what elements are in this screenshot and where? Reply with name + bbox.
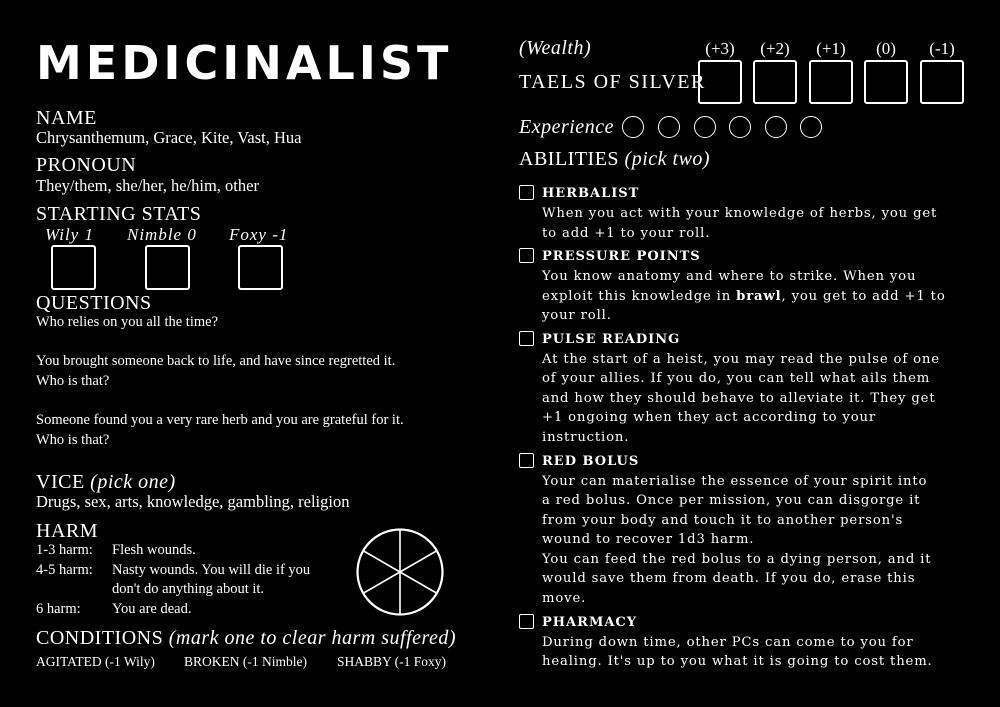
conditions-hint: (mark one to clear harm suffered) xyxy=(168,627,457,649)
harm-text: don't do anything about it. xyxy=(112,581,265,597)
harm-range: 6 harm: xyxy=(36,601,81,617)
ability-text: exploit this knowledge in xyxy=(542,289,732,304)
name-value: Chrysanthemum, Grace, Kite, Vast, Hua xyxy=(36,128,302,147)
harm-label: HARM xyxy=(36,520,99,542)
abilities-heading xyxy=(519,149,710,169)
wealth-label: (Wealth) xyxy=(519,37,592,59)
conditions-label: CONDITIONS xyxy=(36,627,164,649)
harm-clock-divider xyxy=(363,572,400,593)
harm-range: 4-5 harm: xyxy=(36,562,93,578)
question-line: Who is that? xyxy=(36,373,110,389)
ability-checkbox-red-bolus[interactable] xyxy=(519,453,534,468)
ability-text: to add +1 to your roll. xyxy=(542,226,711,241)
condition-broken[interactable]: BROKEN (-1 Nimble) xyxy=(184,654,307,669)
experience-circle[interactable] xyxy=(800,116,822,138)
ability-checkbox-pulse-reading[interactable] xyxy=(519,331,534,346)
experience-circle[interactable] xyxy=(729,116,751,138)
question-line: Someone found you a very rare herb and you are grateful for it. xyxy=(36,412,404,428)
wealth-box[interactable] xyxy=(920,60,964,104)
harm-clock-divider xyxy=(400,572,437,593)
abilities-label: ABILITIES xyxy=(519,148,620,170)
abilities-hint: (pick two) xyxy=(624,148,711,170)
wealth-modifier: (+2) xyxy=(760,39,790,58)
ability-checkbox-pressure-points[interactable] xyxy=(519,248,534,263)
ability-text: instruction. xyxy=(542,430,630,445)
ability-text: of your allies. If you do, you can tell what ails them xyxy=(542,371,931,386)
ability-text: You can feed the red bolus to a dying person, and it xyxy=(542,552,932,567)
experience-circle[interactable] xyxy=(765,116,787,138)
pronoun-label: PRONOUN xyxy=(36,154,137,176)
ability-text: At the start of a heist, you may read the pulse of one xyxy=(542,352,940,367)
ability-text: would save them from death. If you do, erase this xyxy=(542,571,916,586)
ability-text: During down time, other PCs can come to you for xyxy=(542,635,914,650)
questions-label: QUESTIONS xyxy=(36,292,152,314)
ability-checkbox-pharmacy[interactable] xyxy=(519,614,534,629)
wealth-modifier: (0) xyxy=(876,39,896,58)
ability-checkbox-herbalist[interactable] xyxy=(519,185,534,200)
vice-label: VICE xyxy=(36,471,85,493)
taels-label: TAELS OF SILVER xyxy=(519,71,706,93)
ability-text: move. xyxy=(542,591,587,606)
harm-text: Flesh wounds. xyxy=(112,542,196,558)
starting-stats-label: STARTING STATS xyxy=(36,203,202,225)
wealth-box[interactable] xyxy=(698,60,742,104)
ability-text: and how they should behave to alleviate it. They get xyxy=(542,391,936,406)
ability-name-red-bolus: RED BOLUS xyxy=(542,454,640,469)
wealth-box[interactable] xyxy=(809,60,853,104)
harm-clock[interactable] xyxy=(355,527,445,617)
ability-text: a red bolus. Once per mission, you can disgorge it xyxy=(542,493,921,508)
ability-text: When you act with your knowledge of herbs, you get xyxy=(542,206,938,221)
question-line: You brought someone back to life, and have since regretted it. xyxy=(36,353,396,369)
stat-box-nimble[interactable] xyxy=(145,245,190,290)
conditions-heading xyxy=(36,628,456,648)
wealth-box[interactable] xyxy=(753,60,797,104)
vice-heading xyxy=(36,472,176,492)
ability-keyword-brawl: brawl xyxy=(736,289,782,304)
wealth-modifier: (-1) xyxy=(929,39,955,58)
ability-text: , you get to add +1 to xyxy=(781,289,946,304)
stat-label-foxy: Foxy -1 xyxy=(229,225,289,244)
ability-text: from your body and touch it to another person's xyxy=(542,513,904,528)
ability-text: +1 ongoing when they act according to your xyxy=(542,410,877,425)
question-line: Who relies on you all the time? xyxy=(36,314,219,330)
ability-name-pulse-reading: PULSE READING xyxy=(542,332,681,347)
vice-value: Drugs, sex, arts, knowledge, gambling, religion xyxy=(36,492,350,511)
wealth-box[interactable] xyxy=(864,60,908,104)
stat-box-foxy[interactable] xyxy=(238,245,283,290)
experience-circle[interactable] xyxy=(694,116,716,138)
condition-agitated[interactable]: AGITATED (-1 Wily) xyxy=(36,654,155,669)
ability-text: wound to recover 1d3 harm. xyxy=(542,532,755,547)
ability-text: You know anatomy and where to strike. When you xyxy=(542,269,917,284)
ability-name-herbalist: HERBALIST xyxy=(542,186,640,201)
question-line: Who is that? xyxy=(36,432,110,448)
wealth-modifier: (+1) xyxy=(816,39,846,58)
harm-clock-divider xyxy=(400,551,437,572)
harm-text: You are dead. xyxy=(112,601,192,617)
harm-text: Nasty wounds. You will die if you xyxy=(112,562,311,578)
vice-hint: (pick one) xyxy=(90,471,176,493)
experience-label: Experience xyxy=(519,116,614,138)
stat-label-wily: Wily 1 xyxy=(45,225,94,244)
name-label: NAME xyxy=(36,107,97,129)
pronoun-value: They/them, she/her, he/him, other xyxy=(36,176,259,195)
harm-range: 1-3 harm: xyxy=(36,542,93,558)
stat-label-nimble: Nimble 0 xyxy=(127,225,197,244)
ability-text: Your can materialise the essence of your spirit into xyxy=(542,474,928,489)
experience-circle[interactable] xyxy=(622,116,644,138)
stat-box-wily[interactable] xyxy=(51,245,96,290)
experience-circle[interactable] xyxy=(658,116,680,138)
harm-clock-divider xyxy=(363,551,400,572)
ability-name-pharmacy: PHARMACY xyxy=(542,615,638,630)
condition-shabby[interactable]: SHABBY (-1 Foxy) xyxy=(337,654,447,669)
ability-text-line xyxy=(542,290,946,303)
ability-name-pressure-points: PRESSURE POINTS xyxy=(542,249,701,264)
page-title: MEDICINALIST xyxy=(36,36,453,90)
wealth-modifier: (+3) xyxy=(705,39,735,58)
ability-text: healing. It's up to you what it is going to cost them. xyxy=(542,654,933,669)
ability-text: your roll. xyxy=(542,308,612,323)
